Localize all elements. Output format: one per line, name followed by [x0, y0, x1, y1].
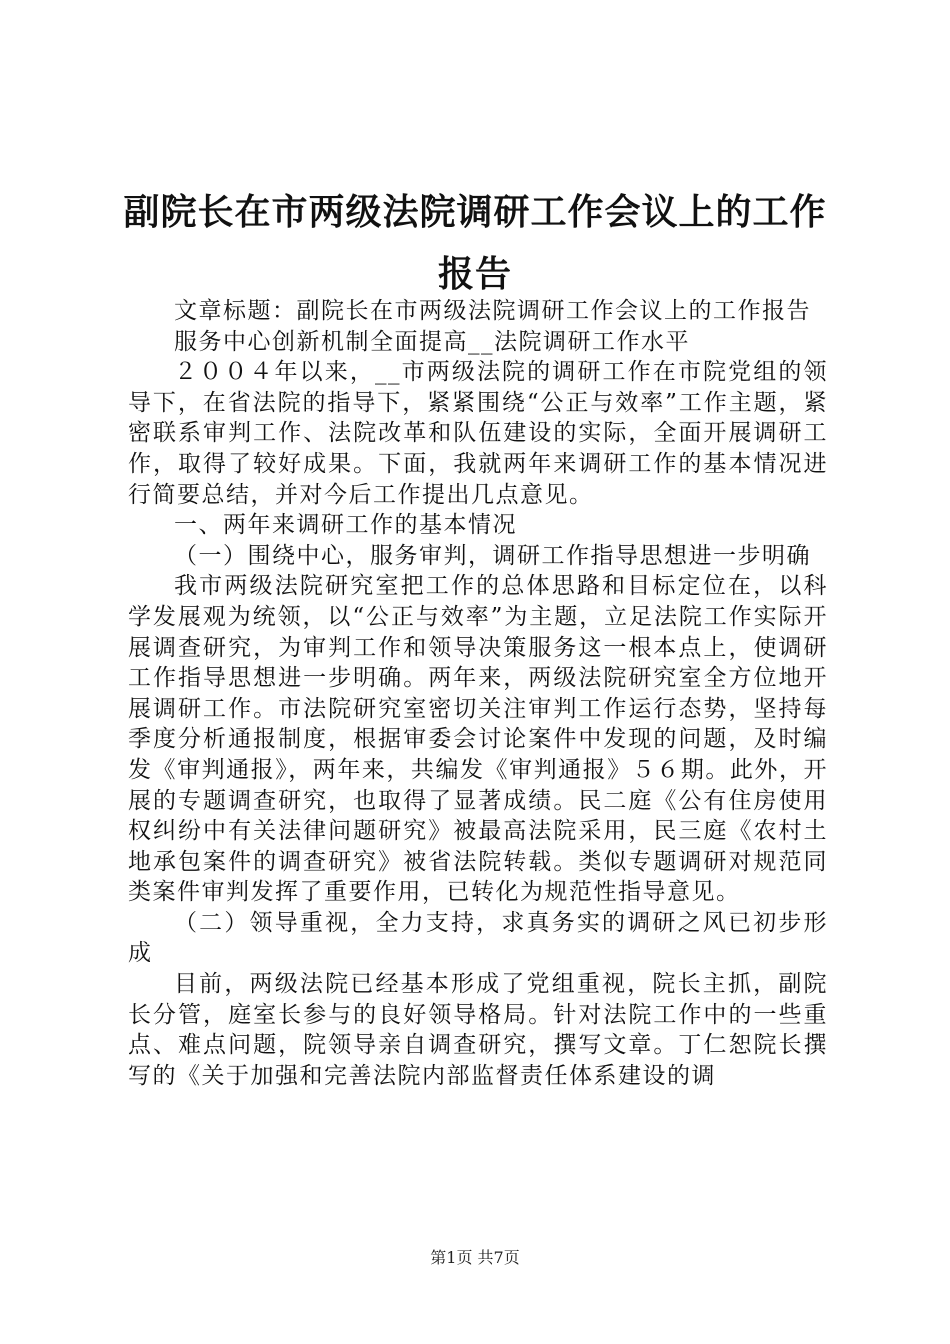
- body-paragraph-1: 我市两级法院研究室把工作的总体思路和目标定位在，以科学发展观为统领，以“公正与效率”为主题，立足法院工作实际开展调查研究，为审判工作和领导决策服务这一根本点上，使调研工作指导思想进一步明确。两年来，两级法院研究室全方位地开展调研工作。市法院研究室密切关注审判工作运行态势，坚持每季度分析通报制度，根据审委会讨论案件中发现的问题，及时编发《审判通报》，两年来，共编发《审判通报》５６期。此外，开展的专题调查研究，也取得了显著成绩。民二庭《公有住房使用权纠纷中有关法律问题研究》被最高法院采用，民三庭《农村土地承包案件的调查研究》被省法院转载。类似专题调研对规范同类案件审判发挥了重要作用，已转化为规范性指导意见。: [128, 573, 828, 906]
- intro-paragraph: ２００４年以来，__市两级法院的调研工作在市院党组的领导下，在省法院的指导下，紧紧围绕“公正与效率”工作主题，紧密联系审判工作、法院改革和队伍建设的实际，全面开展调研工作，取得了较好成果。下面，我就两年来调研工作的基本情况进行简要总结，并对今后工作提出几点意见。: [128, 359, 828, 508]
- section-heading-1: 一、两年来调研工作的基本情况: [174, 512, 517, 539]
- subsection-heading-2: （二）领导重视，全力支持，求真务实的调研之风已初步形成: [128, 909, 828, 967]
- page-footer: 第1页 共7页: [430, 1248, 520, 1267]
- subsection-heading-1: （一）围绕中心，服务审判，调研工作指导思想进一步明确: [174, 542, 811, 569]
- subtitle-line: 服务中心创新机制全面提高__法院调研工作水平: [174, 328, 690, 355]
- document-body: [128, 296, 828, 1091]
- body-paragraph-2: 目前，两级法院已经基本形成了党组重视，院长主抓，副院长分管，庭室长参与的良好领导格局。针对法院工作中的一些重点、难点问题，院领导亲自调查研究，撰写文章。丁仁恕院长撰写的《关于加强和完善法院内部监督责任体系建设的调: [128, 971, 828, 1089]
- document-title: 副院长在市两级法院调研工作会议上的工作报告: [123, 192, 827, 296]
- article-title-line: 文章标题：副院长在市两级法院调研工作会议上的工作报告: [174, 298, 811, 324]
